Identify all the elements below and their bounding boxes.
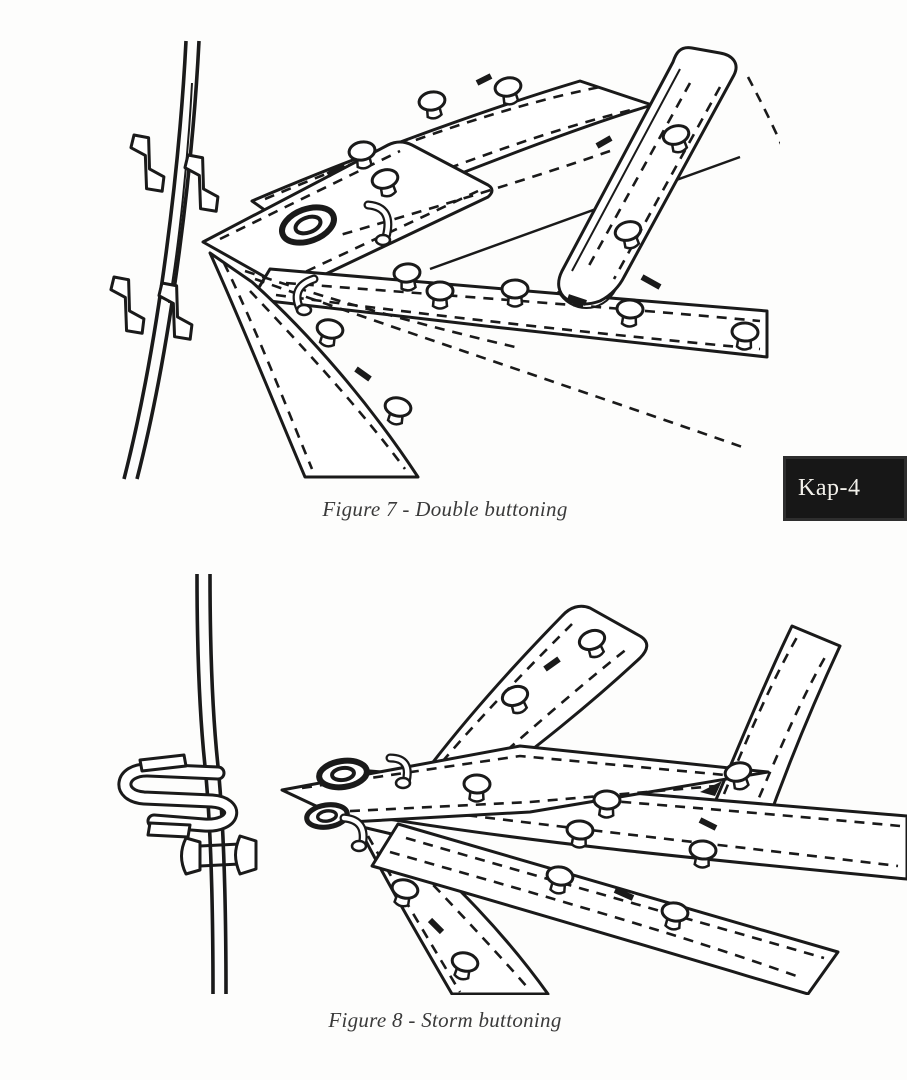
double-buttoning-illustration xyxy=(100,38,780,480)
tent-pole xyxy=(124,41,199,479)
lace-loop xyxy=(344,818,366,851)
button xyxy=(418,90,448,121)
figure-8-caption: Figure 8 - Storm buttoning xyxy=(328,1008,562,1032)
chapter-tab-label: Kap-4 xyxy=(798,475,861,501)
button xyxy=(314,317,345,348)
hook-tab xyxy=(148,823,190,837)
storm-s-hook xyxy=(125,755,231,837)
figure-7-caption: Figure 7 - Double buttoning xyxy=(322,497,568,521)
figure-8 xyxy=(100,573,907,995)
hook-icon xyxy=(157,279,194,343)
toggle-button xyxy=(182,836,257,874)
figure-7 xyxy=(100,38,780,480)
pole-double-hooks xyxy=(109,131,220,343)
button xyxy=(689,840,717,869)
button xyxy=(382,395,413,426)
hook-icon xyxy=(129,131,166,195)
tent-pole xyxy=(197,574,226,994)
hook-icon xyxy=(109,273,146,337)
storm-buttoning-illustration xyxy=(100,573,907,995)
